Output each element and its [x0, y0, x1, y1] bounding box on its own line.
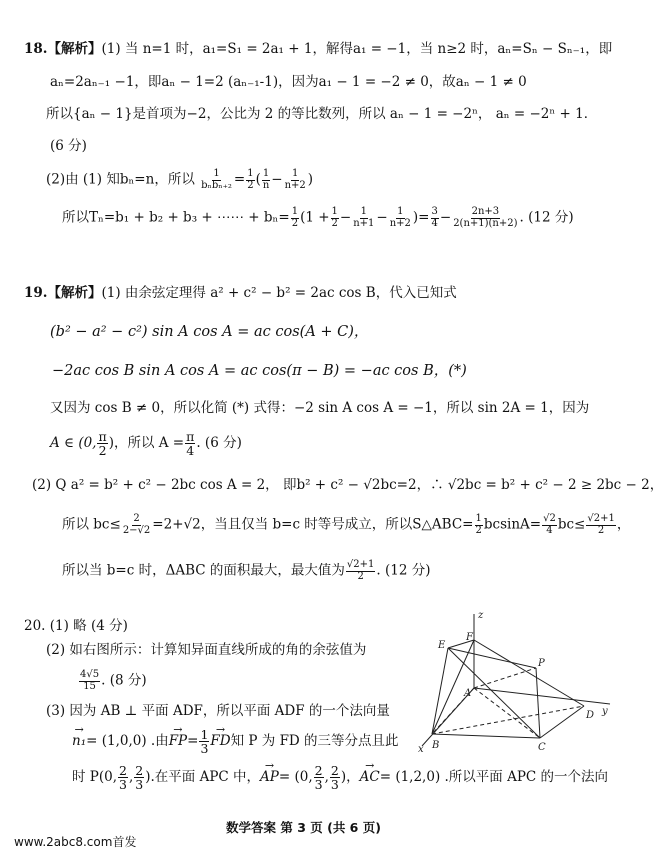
- vector-FD: → FD: [210, 733, 230, 749]
- q19-l8-frac: $\frac{√2+1}{2}$: [346, 559, 375, 582]
- q20-l3-text: . (8 分): [101, 672, 147, 689]
- q18-l5-eq: =: [233, 171, 246, 188]
- geometry-figure: [414, 606, 614, 766]
- label-F: F: [466, 632, 473, 643]
- edge-EB: [432, 648, 448, 734]
- q18-l5-frac-4: $\frac{1}{n+2}$: [284, 168, 306, 191]
- q19-text-1: (1) 由余弦定理得 a² + c² − b² = 2ac cos B，代入已知式: [101, 285, 457, 301]
- q19-heading: 19.【解析】: [24, 285, 102, 301]
- label-z: z: [478, 610, 484, 621]
- q20-l3-frac: $\frac{4√5}{15}$: [80, 669, 100, 692]
- edge-EC: [448, 648, 540, 738]
- label-B: B: [432, 740, 440, 751]
- q18-l6-text: 所以Tₙ=b₁ + b₂ + b₃ + ⋯⋯ + bₙ=: [62, 209, 290, 226]
- q20-l6-frac-2: $\frac{2}{3}$: [135, 763, 144, 793]
- source-watermark: www.2abc8.com首发: [14, 835, 137, 849]
- q18-line-4: (6 分): [50, 138, 87, 154]
- q18-text-1: (1) 当 n=1 时，a₁=S₁ = 2a₁ + 1，解得a₁ = −1，当 n≥2 时，aₙ=Sₙ − Sₙ₋₁，即: [101, 41, 613, 57]
- q19-l7-text: 所以 bc≤: [62, 516, 121, 533]
- q18-l6-frac-4: $\frac{1}{n+2}$: [389, 206, 411, 229]
- q20-l5-text: = (1,0,0) .由: [86, 733, 169, 750]
- q18-l5-frac-3: $\frac{1}{n}$: [262, 168, 270, 191]
- edge-FB: [432, 640, 474, 734]
- q18-l5-frac-1: $\frac{1}{\text{bₙbₙ₊₂}}$: [201, 168, 232, 191]
- edge-BC: [432, 734, 540, 738]
- label-A: A: [464, 688, 472, 699]
- label-y: y: [602, 706, 608, 717]
- q20-l6-frac-1: $\frac{2}{3}$: [119, 763, 127, 793]
- q20-l5-frac: $\frac{1}{3}$: [200, 727, 209, 757]
- q18-l6-frac-2: $\frac{1}{2}$: [331, 206, 338, 229]
- label-P: P: [538, 658, 545, 669]
- q18-heading: 18.【解析】: [24, 41, 102, 57]
- q18-line-2: aₙ=2aₙ₋₁ −1，即aₙ − 1=2 (aₙ₋₁-1)，因为a₁ − 1 = −2 ≠ 0，故aₙ − 1 ≠ 0: [50, 74, 527, 90]
- q18-l5-text: (2)由 (1) 知bₙ=n，所以: [46, 171, 195, 188]
- vector-AP: → AP: [260, 769, 279, 785]
- q18-line-5: (2)由 (1) 知bₙ=n，所以 $\frac{1}{\text{bₙbₙ₊₂}}$ = $\frac{1}{2}$ ( $\frac{1}{n}$ − $\frac{1}{n+2}$ ): [46, 168, 314, 191]
- q18-line-3: 所以{aₙ − 1}是首项为−2，公比为 2 的等比数列，所以 aₙ − 1 = −2ⁿ， aₙ = −2ⁿ + 1．: [46, 106, 598, 122]
- q18-l6-frac-1: $\frac{1}{2}$: [291, 206, 299, 229]
- edge-FD: [474, 640, 584, 706]
- q19-line-2: (b² − a² − c²) sin A cos A = ac cos(A + C)，: [50, 324, 369, 340]
- q20-line-3: [78, 670, 147, 692]
- q19-l8-text: 所以当 b=c 时，ΔABC 的面积最大，最大值为: [62, 562, 345, 579]
- q20-line-4: (3) 因为 AB ⊥ 平面 ADF，所以平面 ADF 的一个法向量: [46, 703, 390, 719]
- label-D: D: [586, 710, 595, 721]
- page-footer: 数学答案 第 3 页 (共 6 页): [226, 820, 381, 835]
- q19-line-6: (2) Q a² = b² + c² − 2bc cos A = 2， 即b² + c² − √2bc=2，∴ √2bc = b² + c² − 2 ≥ 2bc − 2，: [32, 477, 663, 493]
- q19-line-3: −2ac cos B sin A cos A = ac cos(π − B) = −ac cos B，(*): [52, 363, 467, 379]
- q19-line-5: A ∈ (0, $\frac{\pi}{2}$ )，所以 A = $\frac{\pi}{4}$ . (6 分): [50, 429, 242, 459]
- q20-line-5: → n₁= (1,0,0) .由→ FP= $\frac{1}{3}$ → FD知 P 为 FD 的三等分点且此: [72, 728, 399, 755]
- q18-line-1: [24, 41, 612, 57]
- dash-AP: [474, 668, 536, 688]
- q19-l7-frac-1: $\frac{2}{2-√2}$: [122, 513, 151, 536]
- edge-CD: [540, 706, 584, 738]
- q20-l6-frac-3: $\frac{2}{3}$: [314, 763, 323, 793]
- label-C: C: [538, 742, 546, 753]
- label-E: E: [438, 640, 446, 651]
- dash-AC: [474, 688, 540, 738]
- q18-l6-frac-3: $\frac{1}{n+1}$: [353, 206, 375, 229]
- q19-l5-frac-1: $\frac{\pi}{2}$: [98, 429, 107, 459]
- q18-l6-frac-5: $\frac{3}{4}$: [431, 206, 438, 229]
- vector-n1: → n₁: [72, 733, 86, 749]
- q19-line-7: 所以 bc≤ $\frac{2}{2-√2}$ =2+√2，当且仅当 b=c 时等号成立，所以S△ABC= $\frac{1}{2}$ bcsinA= $\frac{√2}{4}$ bc≤ $\frac{√2+1}{2}$ ，: [62, 513, 631, 536]
- q19-line-4: 又因为 cos B ≠ 0，所以化简 (*) 式得：−2 sin A cos A = −1，所以 sin 2A = 1，因为: [50, 400, 590, 416]
- q18-l5-frac-2: $\frac{1}{2}$: [247, 168, 254, 191]
- q19-l5-text: A ∈ (0,: [50, 435, 97, 452]
- q19-l5-frac-2: $\frac{\pi}{4}$: [186, 429, 195, 459]
- q18-l6-frac-6: $\frac{2n+3}{2(n+1)(n+2)}$: [453, 206, 518, 229]
- q19-l7-frac-4: $\frac{√2+1}{2}$: [587, 513, 615, 536]
- q20-line-1: 20. (1) 略 (4 分): [24, 618, 128, 634]
- dash-BD: [432, 706, 584, 734]
- label-x: x: [418, 744, 424, 755]
- vector-FP: → FP: [169, 733, 187, 749]
- q20-line-6: 时 P(0, $\frac{2}{3}$ , $\frac{2}{3}$ ).在平面 APC 中，→ AP= (0, $\frac{2}{3}$ , $\frac{2}{3}$ )，→ AC= (1,2,0) .所以平面 APC 的一个法向: [72, 764, 608, 791]
- q20-l6-frac-4: $\frac{2}{3}$: [330, 763, 339, 793]
- q19-line-8: 所以当 b=c 时，ΔABC 的面积最大，最大值为 $\frac{√2+1}{2}$ . (12 分): [62, 559, 431, 582]
- q19-line-1: [24, 285, 457, 301]
- q20-l6-text: 时 P(0,: [72, 769, 118, 786]
- q19-l7-frac-3: $\frac{√2}{4}$: [543, 513, 556, 536]
- axis-y: [474, 688, 610, 704]
- q20-line-2: (2) 如右图所示：计算知异面直线所成的角的余弦值为: [46, 642, 367, 658]
- q18-line-6: 所以Tₙ=b₁ + b₂ + b₃ + ⋯⋯ + bₙ= $\frac{1}{2}$ (1 + $\frac{1}{2}$ − $\frac{1}{n+1}$ − $\frac{1}{n+2}$ )= $\frac{3}{4}$ − $\frac{2n+3}{2(n+1)(n+2)}$ . (12 分): [62, 206, 574, 229]
- vector-AC: → AC: [360, 769, 380, 785]
- q19-l7-frac-2: $\frac{1}{2}$: [475, 513, 482, 536]
